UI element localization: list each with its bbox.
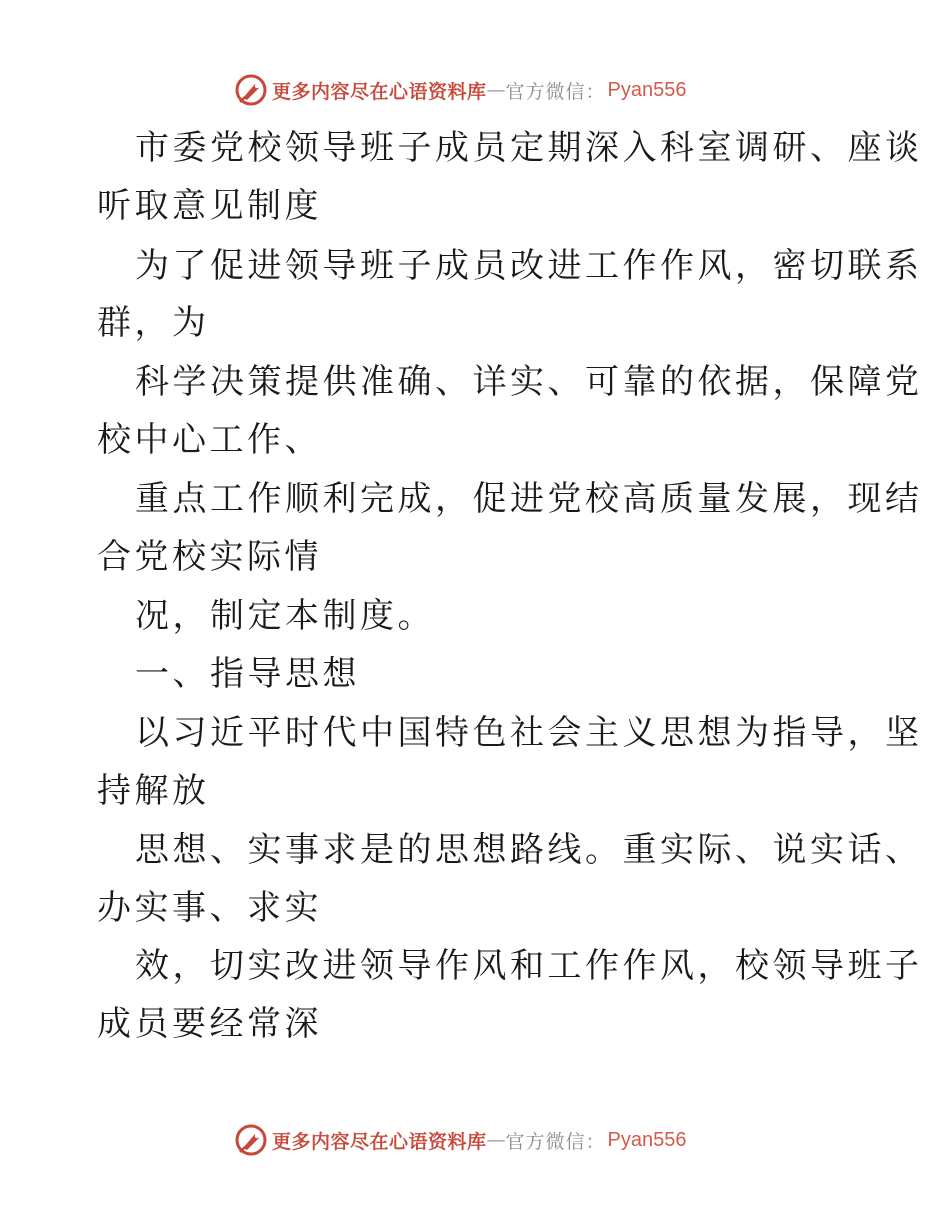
paragraph-line: 况，制定本制度。	[135, 596, 435, 636]
paragraph-line: 重点工作顺利完成，促进党校高质量发展，现结	[135, 479, 923, 519]
paragraph-line: 以习近平时代中国特色社会主义思想为指导，坚	[135, 713, 923, 753]
pen-nib-logo-icon	[234, 1123, 268, 1157]
watermark-wechat-id: Pyan556	[607, 1128, 687, 1151]
paragraph-line: 效，切实改进领导作风和工作作风，校领导班子	[135, 946, 923, 986]
section-heading: 一、指导思想	[135, 654, 360, 694]
watermark-wechat-label: 官方微信：	[505, 1130, 606, 1153]
watermark-wechat-id: Pyan556	[607, 78, 687, 101]
paragraph-line: 科学决策提供准确、详实、可靠的依据，保障党	[135, 362, 923, 402]
header-watermark-banner	[234, 72, 687, 108]
watermark-main-text: 更多内容尽在心语资料库	[272, 80, 487, 103]
watermark-main-text: 更多内容尽在心语资料库	[272, 1130, 487, 1153]
paragraph-line: 为了促进领导班子成员改进工作作风，密切联系	[135, 246, 923, 286]
footer-watermark-banner	[234, 1122, 687, 1158]
paragraph-line: 持解放	[97, 771, 210, 811]
paragraph-line: 合党校实际情	[97, 537, 322, 577]
paragraph-line: 办实事、求实	[97, 888, 322, 928]
pen-nib-logo-icon	[234, 73, 268, 107]
paragraph-line: 群，为	[97, 303, 210, 343]
paragraph-line: 成员要经常深	[97, 1004, 322, 1044]
watermark-separator: —	[486, 79, 506, 101]
watermark-wechat-label: 官方微信：	[505, 80, 606, 103]
paragraph-line: 思想、实事求是的思想路线。重实际、说实话、	[135, 830, 923, 870]
paragraph-line: 校中心工作、	[97, 420, 322, 460]
document-title-line-2: 听取意见制度	[97, 186, 322, 226]
watermark-separator: —	[486, 1129, 506, 1151]
document-title-line-1: 市委党校领导班子成员定期深入科室调研、座谈	[135, 128, 923, 168]
